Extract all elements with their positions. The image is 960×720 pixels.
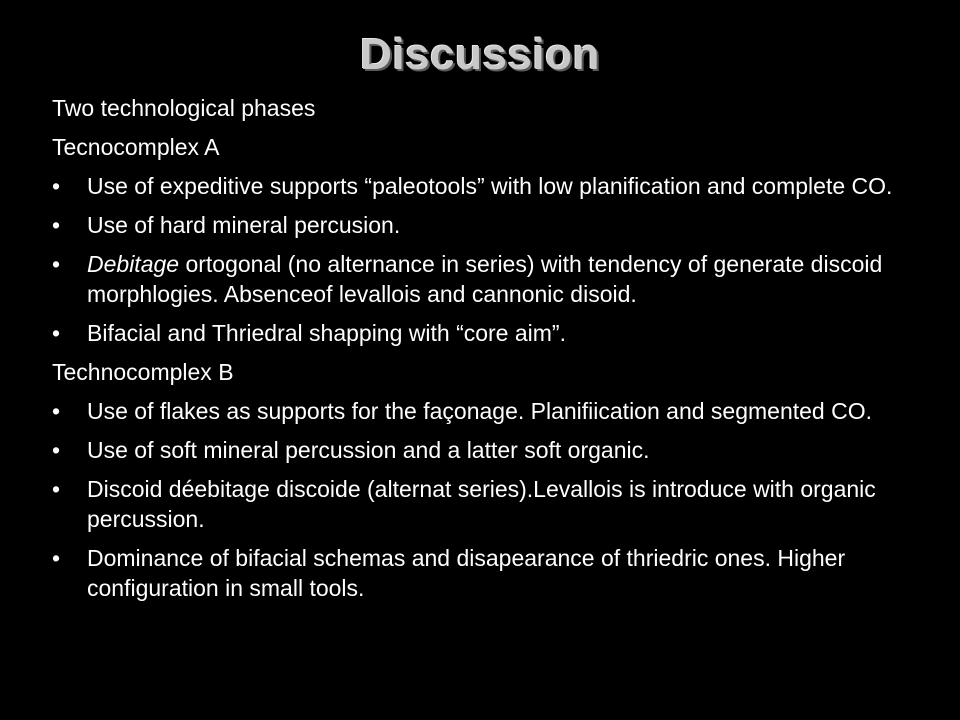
bullet-text: Use of soft mineral percussion and a latter soft organic. [87, 437, 650, 463]
bullet-dot: • [52, 251, 61, 277]
tecnocomplex-a-heading: Tecnocomplex A [52, 134, 220, 160]
bullet-dot: • [52, 476, 61, 502]
bullet-item [52, 318, 932, 348]
bullet-text [87, 251, 882, 307]
italic-term: Debitage [87, 251, 180, 277]
bullet-dot: • [52, 212, 61, 238]
bullet-text: Bifacial and Thriedral shapping with “core aim”. [87, 320, 566, 346]
bullet-text: Use of expeditive supports “paleotools” with low planification and complete CO. [87, 173, 893, 199]
bullet-dot: • [52, 398, 61, 424]
bullet-dot: • [52, 320, 61, 346]
slide-title: Discussion [360, 30, 600, 79]
bullet-text: Use of hard mineral percusion. [87, 212, 401, 238]
bullet-text: Discoid déebitage discoide (alternat series).Levallois is introduce with organic percussion. [87, 476, 876, 532]
bullet-dot: • [52, 173, 61, 199]
bullet-item [52, 249, 932, 309]
bullet-text: Use of flakes as supports for the façonage. Planifiication and segmented CO. [87, 398, 872, 424]
bullet-item [52, 435, 932, 465]
bullet-item [52, 210, 932, 240]
bullet-text: Dominance of bifacial schemas and disapearance of thriedric ones. Higher configuration in small tools. [87, 545, 846, 601]
bullet-item [52, 396, 932, 426]
intro-line: Two technological phases [52, 95, 316, 121]
slide-body [52, 93, 932, 612]
bullet-dot: • [52, 437, 61, 463]
bullet-item [52, 543, 932, 603]
bullet-item [52, 171, 932, 201]
bullet-text-rest: ortogonal (no alternance in series) with tendency of generate discoid morphlogies. Absenceof levallois and cannonic disoid. [87, 251, 883, 307]
bullet-dot: • [52, 545, 61, 571]
bullet-item [52, 474, 932, 534]
technocomplex-b-heading: Technocomplex B [52, 359, 234, 385]
